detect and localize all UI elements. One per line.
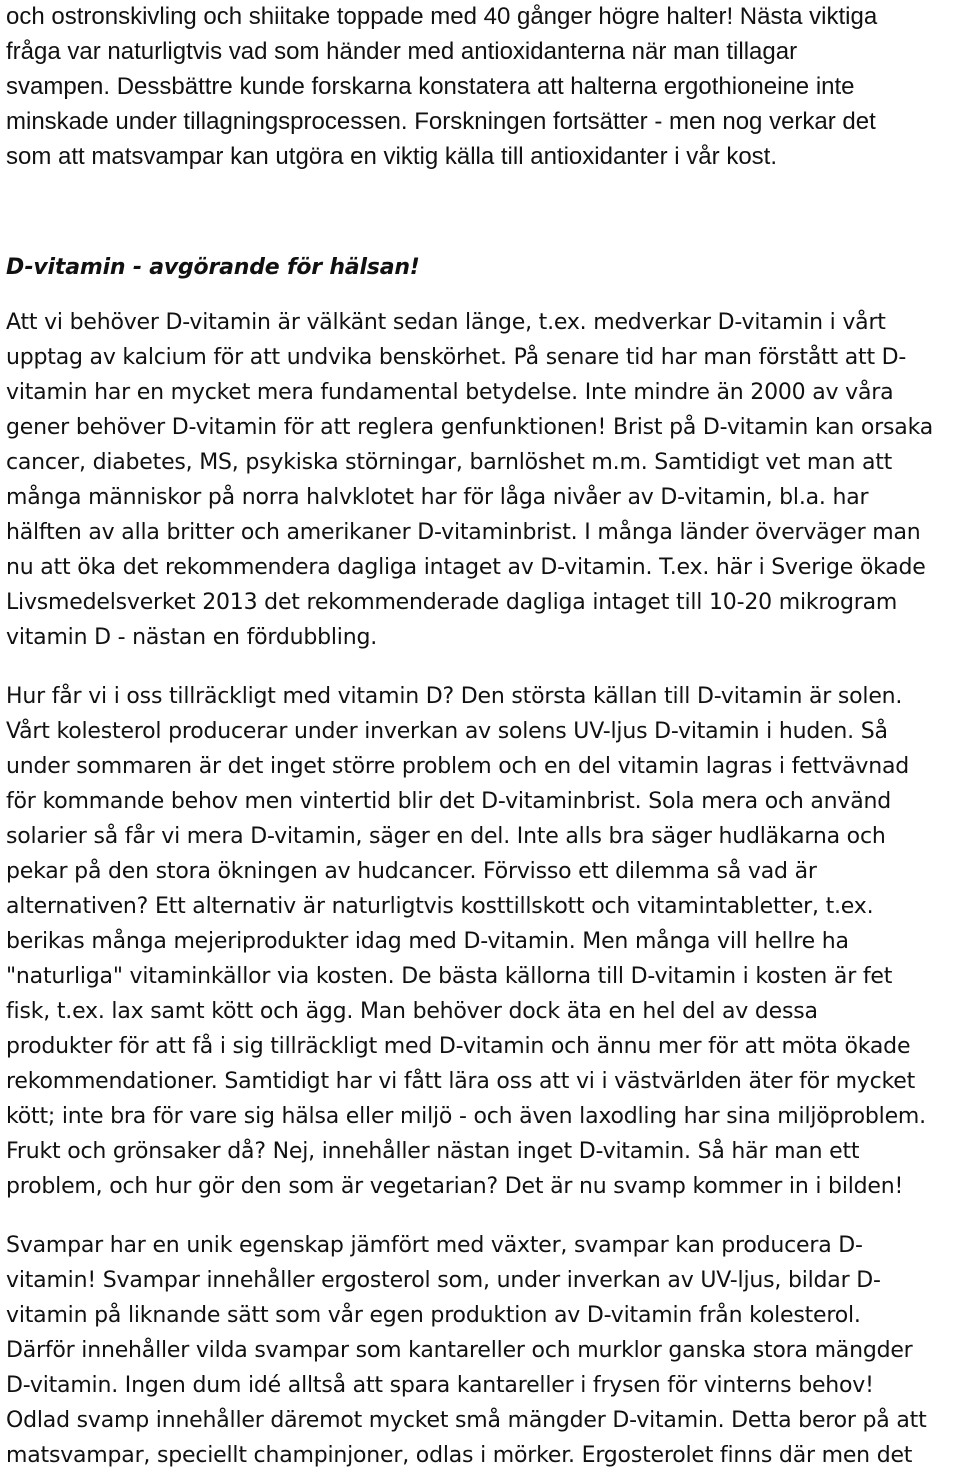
text-line: vitamin på liknande sätt som vår egen produktion av D-vitamin från kolesterol. <box>6 1303 861 1328</box>
text-line: Odlad svamp innehåller däremot mycket små mängder D-vitamin. Detta beror på att <box>6 1408 927 1433</box>
text-line: solarier så får vi mera D-vitamin, säger en del. Inte alls bra säger hudläkarna och <box>6 824 886 849</box>
text-line: alternativen? Ett alternativ är naturligtvis kosttillskott och vitamintabletter, t.ex. <box>6 894 874 919</box>
text-line: hälften av alla britter och amerikaner D-vitaminbrist. I många länder överväger man <box>6 520 921 545</box>
text-line: under sommaren är det inget större problem och en del vitamin lagras i fettvävnad <box>6 754 910 779</box>
text-line: cancer, diabetes, MS, psykiska störningar, barnlöshet m.m. Samtidigt vet man att <box>6 450 893 475</box>
text-line: matsvampar, speciellt champinjoner, odlas i mörker. Ergosterolet finns där men det <box>6 1443 913 1468</box>
text-line: nu att öka det rekommendera dagliga intaget av D-vitamin. T.ex. här i Sverige ökade <box>6 555 926 580</box>
text-line: vitamin D - nästan en fördubbling. <box>6 625 378 650</box>
text-line: Att vi behöver D-vitamin är välkänt sedan länge, t.ex. medverkar D-vitamin i vårt <box>6 310 886 335</box>
text-line: Därför innehåller vilda svampar som kantareller och murklor ganska stora mängder <box>6 1338 913 1363</box>
text-line: fråga var naturligtvis vad som händer med antioxidanterna när man tillagar <box>6 38 798 65</box>
text-line: Svampar har en unik egenskap jämfört med växter, svampar kan producera D- <box>6 1233 863 1258</box>
text-line: berikas många mejeriprodukter idag med D-vitamin. Men många vill hellre ha <box>6 929 849 954</box>
text-line: Vårt kolesterol producerar under inverkan av solens UV-ljus D-vitamin i huden. Så <box>6 719 888 744</box>
section-heading: D-vitamin - avgörande för hälsan! <box>6 255 420 280</box>
text-line: fisk, t.ex. lax samt kött och ägg. Man behöver dock äta en hel del av dessa <box>6 999 818 1024</box>
text-line: "naturliga" vitaminkällor via kosten. De bästa källorna till D-vitamin i kosten är fet <box>6 964 893 989</box>
text-line: D-vitamin. Ingen dum idé alltså att spara kantareller i frysen för vinterns behov! <box>6 1373 874 1398</box>
text-line: för kommande behov men vintertid blir det D-vitaminbrist. Sola mera och använd <box>6 789 892 814</box>
text-line: Hur får vi i oss tillräckligt med vitamin D? Den största källan till D-vitamin är solen. <box>6 684 903 709</box>
text-line: vitamin har en mycket mera fundamental betydelse. Inte mindre än 2000 av våra <box>6 380 894 405</box>
text-line: och ostronskivling och shiitake toppade med 40 gånger högre halter! Nästa viktiga <box>6 3 878 30</box>
text-line: som att matsvampar kan utgöra en viktig källa till antioxidanter i vår kost. <box>6 143 777 170</box>
text-line: Livsmedelsverket 2013 det rekommenderade dagliga intaget till 10-20 mikrogram <box>6 590 898 615</box>
text-line: rekommendationer. Samtidigt har vi fått lära oss att vi i västvärlden äter för mycket <box>6 1069 916 1094</box>
text-line: svampen. Dessbättre kunde forskarna konstatera att halterna ergothioneine inte <box>6 73 855 100</box>
text-line: problem, och hur gör den som är vegetarian? Det är nu svamp kommer in i bilden! <box>6 1174 904 1199</box>
text-line: upptag av kalcium för att undvika benskörhet. På senare tid har man förstått att D- <box>6 345 907 370</box>
text-line: produkter för att få i sig tillräckligt med D-vitamin och ännu mer för att möta ökade <box>6 1034 911 1059</box>
text-line: gener behöver D-vitamin för att reglera genfunktionen! Brist på D-vitamin kan orsaka <box>6 415 933 440</box>
text-line: många människor på norra halvklotet har för låga nivåer av D-vitamin, bl.a. har <box>6 485 869 510</box>
text-line: minskade under tillagningsprocessen. Forskningen fortsätter - men nog verkar det <box>6 108 876 135</box>
text-line: vitamin! Svampar innehåller ergosterol som, under inverkan av UV-ljus, bildar D- <box>6 1268 881 1293</box>
text-line: pekar på den stora ökningen av hudcancer. Förvisso ett dilemma så vad är <box>6 859 817 884</box>
text-line: Frukt och grönsaker då? Nej, innehåller nästan inget D-vitamin. Så här man ett <box>6 1139 860 1164</box>
text-line: kött; inte bra för vare sig hälsa eller miljö - och även laxodling har sina miljöproblem. <box>6 1104 926 1129</box>
